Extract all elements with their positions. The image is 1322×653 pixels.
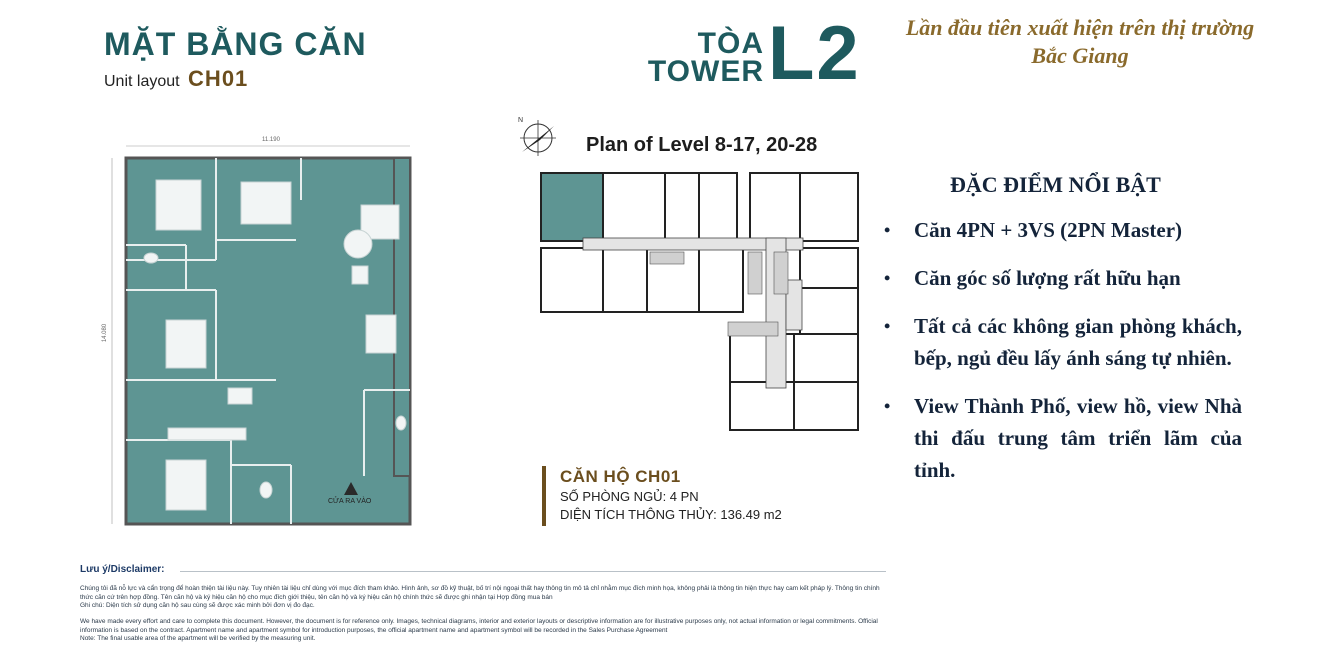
tower-word-en: TOWER [647, 55, 764, 88]
feature-text: View Thành Phố, view hồ, view Nhà thi đấu trung tâm triển lãm của tỉnh. [914, 394, 1242, 482]
compass-icon [514, 112, 562, 158]
entrance-arrow-icon [344, 482, 358, 495]
feature-item [880, 214, 1242, 246]
disclaimer-divider [180, 571, 886, 572]
bullet-icon: • [884, 268, 891, 288]
disclaimer-heading: Lưu ý/Disclaimer: [80, 564, 165, 575]
features-heading: ĐẶC ĐIỂM NỔI BẬT [950, 172, 1161, 197]
feature-item [880, 390, 1242, 486]
level-plan-title: Plan of Level 8-17, 20-28 [586, 134, 818, 156]
tower-word-vi: TÒA [697, 27, 764, 60]
page-title: MẶT BẰNG CĂN [104, 26, 367, 62]
unit-code: CH01 [188, 66, 249, 91]
feature-item [880, 262, 1242, 294]
dimension-width: 11.190 [262, 137, 280, 143]
features-list [880, 214, 1242, 502]
disclaimer-en-text: We have made every effort and care to complete this document. However, the document is for reference only. Images, technical diagrams, interior and exterior layouts or descriptive information are for illustrative purposes only, not actual information or legal commitments. Official information is based on the contract. Apartment name and apartment symbol for introduction purposes, the official apartment name and apartment symbol will be recorded in the Sales Purchase Agreement [80, 618, 878, 634]
disclaimer-vi-text: Chúng tôi đã nỗ lực và cẩn trọng để hoàn thiện tài liệu này. Tuy nhiên tài liệu chỉ dùng với mục đích tham khảo. Hình ảnh, sơ đồ kỹ thuật, bố trí nội ngoại thất hay thông tin mô tả chỉ nhằm mục đích minh họa, không phải là thông tin hiện thực hay cam kết pháp lý. Thông tin chính thức căn cứ trên hợp đồng. Tên căn hộ và ký hiệu căn hộ cho mục đích giới thiệu, tên căn hộ và ký hiệu căn hộ chính thức sẽ được ghi nhận tại Hợp đồng mua bán [80, 585, 880, 601]
tower-label [624, 27, 764, 88]
tower-code: L2 [768, 11, 861, 96]
feature-text: Căn góc số lượng rất hữu hạn [914, 266, 1181, 290]
disclaimer-en [80, 618, 888, 644]
unit-bedrooms: SỐ PHÒNG NGỦ: 4 PN [560, 489, 699, 504]
tagline: Lần đầu tiên xuất hiện trên thị trường Bắc Giang [905, 15, 1255, 68]
disclaimer-vi [80, 585, 888, 611]
disclaimer-vi-note: Ghi chú: Diện tích sử dụng căn hộ sau cùng sẽ được xác minh bởi đơn vị đo đạc. [80, 602, 315, 609]
bullet-icon: • [884, 316, 891, 336]
dimension-height: 14.080 [102, 323, 109, 343]
svg-text:N: N [518, 117, 524, 124]
feature-item [880, 310, 1242, 374]
bullet-icon: • [884, 396, 891, 416]
unit-info-box [542, 466, 782, 526]
unit-floor-plan [106, 140, 426, 530]
feature-text: Tất cả các không gian phòng khách, bếp, ngủ đều lấy ánh sáng tự nhiên. [914, 314, 1242, 370]
unit-name: CĂN HỘ CH01 [560, 467, 681, 486]
unit-area: DIỆN TÍCH THÔNG THỦY: 136.49 m2 [560, 507, 782, 522]
level-floor-plan [538, 170, 864, 434]
feature-text: Căn 4PN + 3VS (2PN Master) [914, 218, 1183, 242]
unit-layout-label: Unit layout [104, 73, 180, 90]
bullet-icon: • [884, 220, 891, 240]
unit-layout-subtitle [104, 66, 248, 92]
entrance-label: CỬA RA VÀO [328, 498, 372, 505]
disclaimer-en-note: Note: The final usable area of the apartment will be verified by the measuring unit. [80, 635, 316, 642]
